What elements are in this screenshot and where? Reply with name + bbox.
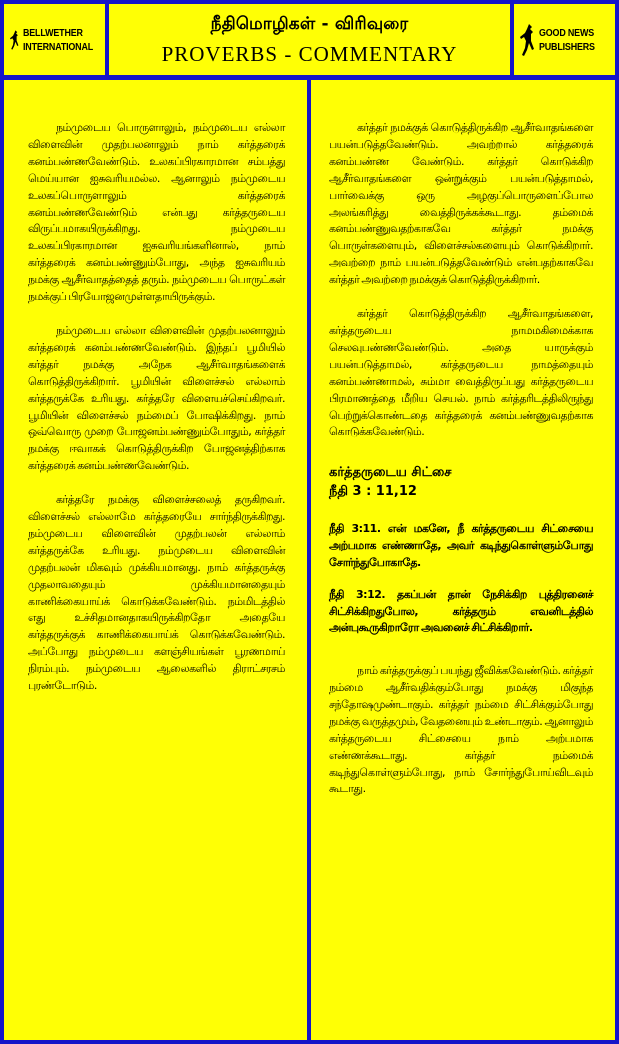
paragraph: நம்முடைய எல்லா விளைவின் முதற்பலனாலும் கர்த்தரைக் கனம்பண்ணவேண்டும். இந்தப் பூமியில் கர்த்தர் நமக்கு அநேக ஆசீர்வாதங்களைக் கொடுத்திருக்கிறார். பூமியின் விளைச்சல் எல்லாம் கர்த்தருக்கே உரியது. கர்த்தரே விளையச்செய்கிறவர். பூமியின் விளைச்சல் நம்மைப் போஷிக்கிறது. நாம் ஒவ்வொரு முறை போஜனம்பண்ணும்போதும், கர்த்தர் நமக்கு ஈவாகக் கொடுத்திருக்கிற போஜனத்திற்காக கர்த்தரைக் கனம்பண்ணவேண்டும். [28, 323, 285, 473]
section-reference: நீதி 3 : 11,12 [329, 484, 417, 500]
logo-good-news-text [539, 26, 595, 54]
runner-torch-icon [520, 23, 536, 57]
section-heading [329, 463, 593, 501]
paragraph: கர்த்தர் நமக்குக் கொடுத்திருக்கிற ஆசீர்வாதங்களை பயன்படுத்தவேண்டும். அவற்றால் கர்த்தரைக் கனம்பண்ண வேண்டும். கர்த்தர் கொடுக்கிற ஆசீர்வாதங்களை ஒன்றுக்கும் பயன்படுத்தாமல், பார்வைக்கு ஒரு அழகுப்பொருளைப்போல அலங்கரித்து வைத்திருக்கக்கூடாது. தம்மைக் கனம்பண்ணுவதற்காகவே கர்த்தர் நமக்கு பொருள்களையும், விளைச்சல்களையும் கொடுக்கிறார். அவற்றை நாம் பயன்படுத்தவேண்டும் என்பதற்காகவே கர்த்தர் அவற்றை நமக்குக் கொடுத்திருக்கிறார். [329, 121, 593, 287]
title-english: PROVERBS - COMMENTARY [161, 42, 458, 66]
title-tamil: நீதிமொழிகள் - விரிவுரை [210, 14, 409, 34]
verse-quote: நீதி 3:12. தகப்பன் தான் நேசிக்கிற புத்திரனைச் சிட்சிக்கிறதுபோல, கர்த்தரும் எவனிடத்தில் அன்புகூருகிறாரோ அவனைச் சிட்சிக்கிறார். [329, 587, 593, 635]
page-header [109, 4, 510, 75]
logo-bellwether-text [23, 26, 93, 54]
logo-good-news [514, 4, 615, 75]
verse-quote: நீதி 3:11. என் மகனே, நீ கர்த்தருடைய சிட்சையை அற்பமாக எண்ணாதே, அவர் கடிந்துகொள்ளும்போது சோர்ந்துபோகாதே. [329, 522, 593, 569]
paragraph: கர்த்தரே நமக்கு விளைச்சலைத் தருகிறவர். விளைச்சல் எல்லாமே கர்த்தரையே சார்ந்திருக்கிறது. நம்முடைய விளைவின் முதற்பலன் எல்லாம் கர்த்தருக்கே உரியது. நம்முடைய விளைவின் முதற்பலன் மிகவும் முக்கியமானது. நாம் கர்த்தருக்கு முதலாவதையும் முக்கியமானதையும் காணிக்கையாய்க் கொடுக்கவேண்டும். நம்மிடத்தில் எது உச்சிதமானதாகயிருக்கிறதோ அதையே கர்த்தருக்குக் காணிக்கையாய்க் கொடுக்கவேண்டும். அப்போது நம்முடைய களஞ்சியங்கள் பூரணமாய் நிரம்பும். நம்முடைய ஆலைகளில் திராட்சரசம் புரண்டோடும். [28, 493, 285, 693]
logo-left-line2: INTERNATIONAL [22, 40, 93, 53]
logo-bellwether [4, 4, 105, 75]
left-column [4, 80, 307, 1040]
runner-torch-icon [10, 23, 20, 57]
logo-right-line2: PUBLISHERS [539, 40, 595, 53]
logo-left-line1: BELLWETHER [22, 26, 83, 39]
section-title: கர்த்தருடைய சிட்சை [329, 465, 452, 481]
paragraph: நம்முடைய பொருளாலும், நம்முடைய எல்லா விளைவின் முதற்பலனாலும் நாம் கர்த்தரைக் கனம்பண்ணவேண்டும். உலகப்பிரகாரமான சம்பத்து மெய்யான ஐசுவரியமல்ல. ஆனாலும் நம்முடைய உலகப்பொருளாலும் கர்த்தரைக் கனம்பண்ணவேண்டும் என்பது கர்த்தருடைய விருப்பமாகயிருக்கிறது. நம்முடைய உலகப்பிரகாரமான ஐசுவரியங்களினால், நாம் கர்த்தரைக் கனம்பண்ணும்போது, அந்த ஐசுவரியம் நமக்கு ஆசீர்வாதத்தைத் தரும். நம்முடைய பொருட்கள் நமக்குப் பிரயோஜனமுள்ளதாயிருக்கும். [28, 121, 285, 304]
paragraph: நாம் கர்த்தருக்குப் பயந்து ஜீவிக்கவேண்டும். கர்த்தர் நம்மை ஆசீர்வதிக்கும்போது நமக்கு மிகுந்த சந்தோஷமுண்டாகும். கர்த்தர் நம்மை சிட்சிக்கும்போது நமக்கு வருத்தமும், வேதனையும் உண்டாகும். ஆனாலும் கர்த்தருடைய சிட்சையை நாம் அற்பமாக எண்ணக்கூடாது. கர்த்தர் நம்மைக் கடிந்துகொள்ளும்போது, நாம் சோர்ந்துபோய்விடவும் கூடாது. [329, 664, 593, 796]
paragraph: கர்த்தர் கொடுத்திருக்கிற ஆசீர்வாதங்களை, கர்த்தருடைய நாமமகிமைக்காக செலவுபண்ணவேண்டும். அதை யாருக்கும் பயன்படுத்தாமல், கர்த்தருடைய நாமத்தையும் கனம்பண்ணாமல், சும்மா வைத்திருப்பது கர்த்தருடைய பிரமாணத்தை மீறிய செயல். நாம் கர்த்தரிடத்திலிருந்து பெற்றுக்கொண்டதை கர்த்தரைக் கனம்பண்ணுவதற்காக கொடுக்கவேண்டும். [329, 307, 593, 439]
right-column [311, 80, 615, 1040]
logo-right-line1: GOOD NEWS [539, 26, 594, 39]
